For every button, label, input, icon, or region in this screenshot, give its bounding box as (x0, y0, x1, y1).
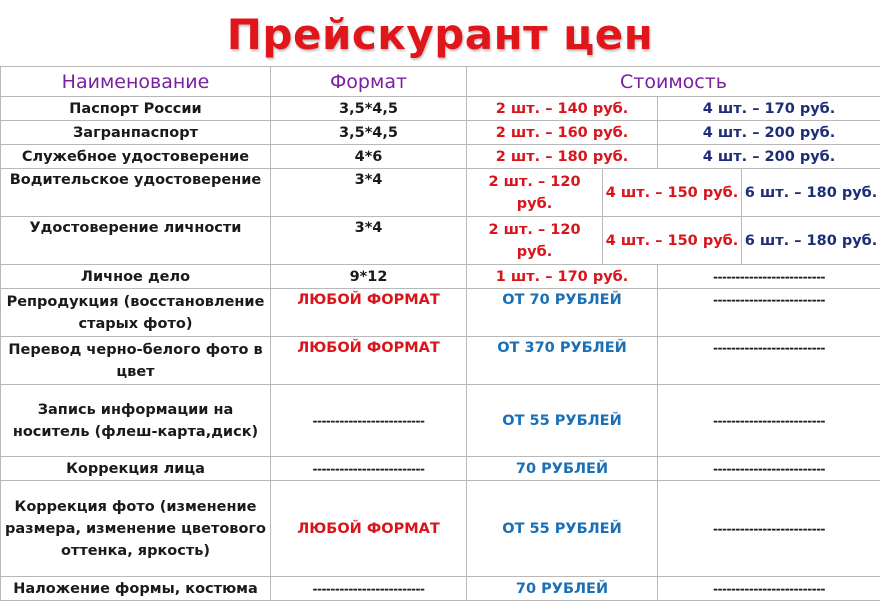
table-row (1, 145, 880, 169)
row-price-1: 2 шт. – 140 руб. (467, 97, 658, 121)
row-format-dash: ------------------------- (271, 577, 467, 601)
row-format: ЛЮБОЙ ФОРМАТ (271, 481, 467, 577)
row-name: Служебное удостоверение (1, 145, 271, 169)
table-row (1, 289, 880, 337)
table-row (1, 97, 880, 121)
row-price-1: 2 шт. – 180 руб. (467, 145, 658, 169)
row-price-2: 4 шт. – 150 руб. (603, 217, 742, 265)
table-row (1, 457, 880, 481)
row-format: 4*6 (271, 145, 467, 169)
row-name: Удостоверение личности (1, 217, 271, 265)
row-price-2: 4 шт. – 170 руб. (658, 97, 880, 121)
row-price-1: 70 РУБЛЕЙ (467, 577, 658, 601)
row-price-3: 6 шт. – 180 руб. (742, 169, 880, 217)
row-empty-dash: ------------------------- (658, 289, 880, 337)
row-format: 3*4 (271, 217, 467, 265)
row-empty-dash: ------------------------- (658, 337, 880, 385)
row-price-2: 4 шт. – 150 руб. (603, 169, 742, 217)
row-format-dash: ------------------------- (271, 457, 467, 481)
row-format: 3,5*4,5 (271, 121, 467, 145)
table-row (1, 169, 880, 217)
row-empty-dash: ------------------------- (658, 385, 880, 457)
header-format: Формат (271, 67, 467, 97)
row-name: Личное дело (1, 265, 271, 289)
row-price-2: 4 шт. – 200 руб. (658, 121, 880, 145)
row-name: Водительское удостоверение (1, 169, 271, 217)
row-format: 3*4 (271, 169, 467, 217)
row-price-1: ОТ 70 РУБЛЕЙ (467, 289, 658, 337)
row-name: Репродукция (восстановление старых фото) (1, 289, 271, 337)
row-format: ЛЮБОЙ ФОРМАТ (271, 337, 467, 385)
row-name: Коррекция фото (изменение размера, изменение цветового оттенка, яркость) (1, 481, 271, 577)
row-empty-dash: ------------------------- (658, 577, 880, 601)
row-format: ЛЮБОЙ ФОРМАТ (271, 289, 467, 337)
row-empty-dash: ------------------------- (658, 457, 880, 481)
table-row (1, 385, 880, 457)
header-cost: Стоимость (467, 67, 880, 97)
table-row (1, 577, 880, 601)
table-row (1, 217, 880, 265)
price-table (0, 66, 880, 601)
row-price-1: ОТ 55 РУБЛЕЙ (467, 481, 658, 577)
row-price-1: 70 РУБЛЕЙ (467, 457, 658, 481)
table-row (1, 121, 880, 145)
header-name: Наименование (1, 67, 271, 97)
table-row (1, 265, 880, 289)
row-name: Коррекция лица (1, 457, 271, 481)
row-empty-dash: ------------------------- (658, 265, 880, 289)
row-price-1: ОТ 370 РУБЛЕЙ (467, 337, 658, 385)
row-price-1: 2 шт. – 120 руб. (467, 217, 603, 265)
row-format: 9*12 (271, 265, 467, 289)
table-row (1, 337, 880, 385)
header-row (1, 67, 880, 97)
row-name: Загранпаспорт (1, 121, 271, 145)
row-price-1: 1 шт. – 170 руб. (467, 265, 658, 289)
row-name: Паспорт России (1, 97, 271, 121)
row-price-2: 4 шт. – 200 руб. (658, 145, 880, 169)
row-price-1: ОТ 55 РУБЛЕЙ (467, 385, 658, 457)
page-title: Прейскурант цен (0, 6, 880, 64)
row-format: 3,5*4,5 (271, 97, 467, 121)
row-name: Запись информации на носитель (флеш-карта,диск) (1, 385, 271, 457)
row-name: Наложение формы, костюма (1, 577, 271, 601)
table-row (1, 481, 880, 577)
row-price-3: 6 шт. – 180 руб. (742, 217, 880, 265)
row-price-1: 2 шт. – 160 руб. (467, 121, 658, 145)
row-empty-dash: ------------------------- (658, 481, 880, 577)
row-name: Перевод черно-белого фото в цвет (1, 337, 271, 385)
row-price-1: 2 шт. – 120 руб. (467, 169, 603, 217)
row-format-dash: ------------------------- (271, 385, 467, 457)
